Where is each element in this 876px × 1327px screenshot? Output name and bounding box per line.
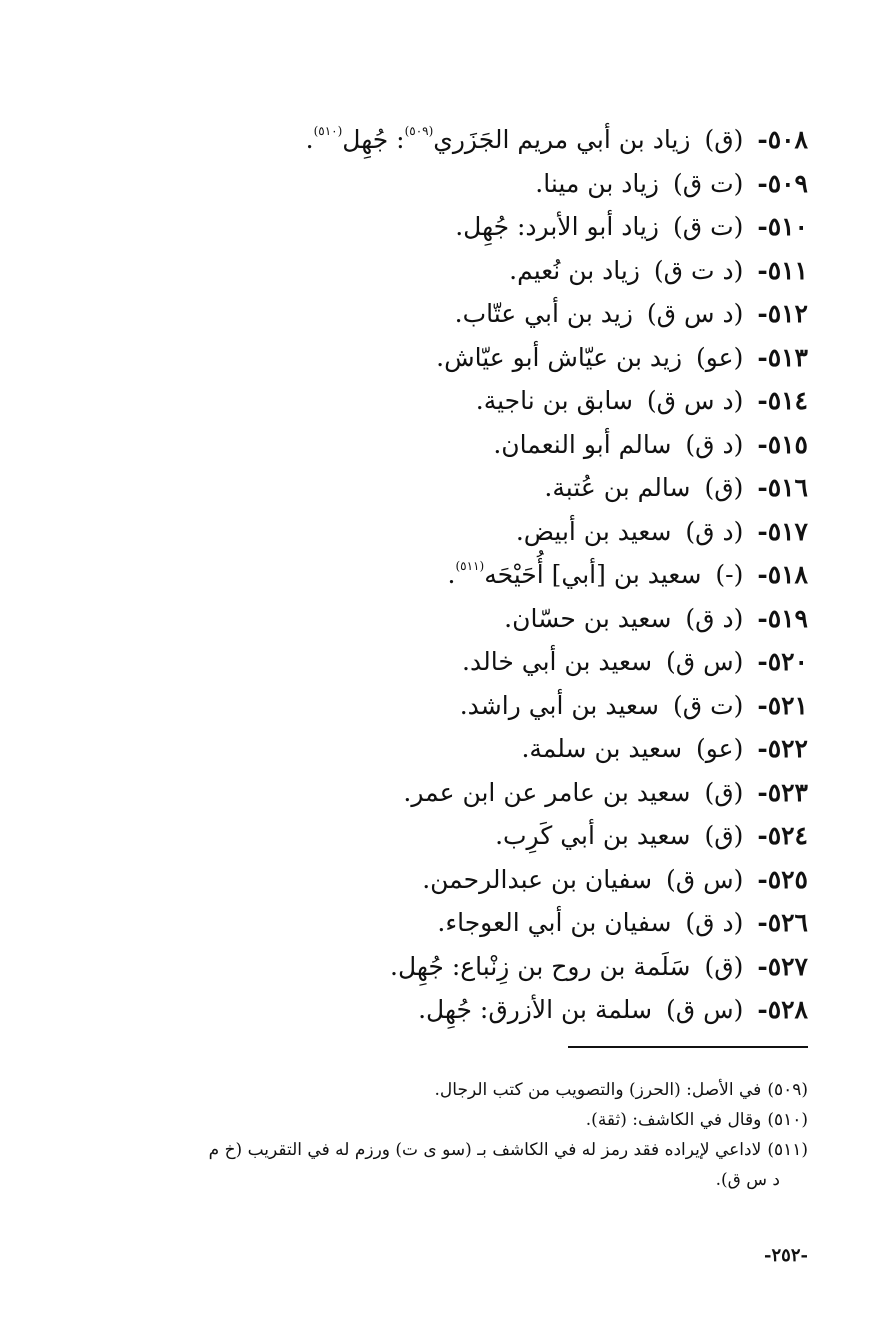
entry-symbols: (ق): [704, 951, 744, 981]
entry-name: زياد بن مينا: [543, 168, 660, 198]
narrator-list: [188, 118, 808, 1032]
entry-name: سعيد بن أبي خالد: [469, 647, 653, 676]
entry-symbols: (ت ق): [672, 212, 744, 241]
entry-end: .: [515, 516, 524, 546]
entry-name: سعيد بن [أبي] أُحَيْحَه: [484, 560, 702, 589]
entry-symbols: (د ق): [685, 908, 744, 937]
entry-name: سعيد بن سلمة: [529, 734, 683, 763]
entry-end: .: [509, 255, 518, 285]
entry-judgement: : جُهِل: [342, 125, 405, 154]
entry-number: ٥٢٢-: [757, 734, 808, 763]
footnote-ref: (٥١٠): [313, 124, 343, 138]
entry-end: .: [454, 299, 463, 328]
narrator-entry: [188, 640, 808, 684]
footnote-text: في الأصل: (الحرز) والتصويب من كتب الرجال.: [434, 1080, 762, 1100]
footnote-number: (٥١٠): [767, 1110, 808, 1130]
entry-symbols: (ق): [704, 125, 744, 154]
footnote-ref: (٥٠٩): [404, 124, 434, 138]
entry-name: سعيد بن حسّان: [512, 603, 672, 633]
entry-end: .: [493, 429, 502, 459]
narrator-entry: [188, 423, 808, 467]
entry-end: .: [504, 603, 513, 633]
entry-number: ٥١٥-: [757, 429, 808, 459]
narrator-entry: [188, 684, 808, 728]
narrator-entry: [188, 466, 808, 510]
entry-symbols: (ق): [704, 777, 744, 807]
footnote-text: لاداعي لإيراده فقد رمز له في الكاشف بـ (سو ى ت) ورزم له في التقريب (خ م: [208, 1140, 762, 1160]
narrator-entry: [188, 162, 808, 206]
entry-symbols: (د ق): [685, 429, 744, 459]
entry-number: ٥٢٥-: [757, 864, 808, 894]
entry-number: ٥٢٠-: [757, 647, 808, 676]
entry-number: ٥٠٩-: [757, 168, 808, 198]
entry-symbols: (د ق): [685, 516, 744, 546]
entry-symbols: (س ق): [665, 995, 744, 1024]
entry-number: ٥١٢-: [757, 299, 808, 328]
footnote-text: وقال في الكاشف: (ثقة).: [585, 1110, 762, 1130]
footnote-separator: [568, 1046, 808, 1048]
entry-symbols: (عو): [696, 734, 744, 763]
entry-number: ٥١٨-: [757, 560, 808, 589]
narrator-entry: [188, 292, 808, 336]
entry-name: زياد بن أبي مريم الجَزَري: [433, 125, 691, 154]
entry-symbols: (ق): [704, 473, 744, 502]
entry-number: ٥١٣-: [757, 342, 808, 372]
entry-number: ٥٠٨-: [757, 125, 808, 154]
entry-number: ٥١٠-: [757, 212, 808, 241]
narrator-entry: [188, 858, 808, 902]
narrator-entry: [188, 814, 808, 858]
entry-number: ٥١٧-: [757, 516, 808, 546]
entry-name: سابق بن ناجية: [483, 386, 633, 415]
entry-name: سعيد بن أبيض: [523, 516, 672, 546]
entry-number: ٥١٩-: [757, 603, 808, 633]
entry-end: .: [462, 647, 470, 676]
entry-symbols: (ق): [704, 821, 744, 850]
narrator-entry: [188, 336, 808, 380]
entry-name: سلمة بن الأزرق: [488, 995, 653, 1024]
entry-name: سعيد بن أبي راشد: [467, 690, 660, 720]
narrator-entry: [188, 553, 808, 597]
entry-symbols: (عو): [696, 342, 744, 372]
entry-number: ٥٢٣-: [757, 777, 808, 807]
entry-symbols: (ت ق): [672, 168, 744, 198]
entry-end: .: [521, 734, 530, 763]
entry-number: ٥١٦-: [757, 473, 808, 502]
narrator-entry: [188, 901, 808, 945]
footnote-number: (٥٠٩): [767, 1080, 808, 1100]
entry-name: سالم بن عُتبة: [552, 473, 691, 502]
entry-end: .: [455, 212, 464, 241]
page-number: -٢٥٢-: [764, 1245, 808, 1266]
entry-symbols: (د س ق): [646, 299, 744, 328]
entry-name: سعيد بن عامر عن ابن عمر: [411, 777, 691, 807]
entry-symbols: (ت ق): [672, 690, 744, 720]
entry-number: ٥٢٧-: [757, 951, 808, 981]
footnote: [108, 1105, 808, 1135]
entry-name: سفيان بن عبدالرحمن: [430, 864, 653, 894]
narrator-entry: [188, 510, 808, 554]
entry-symbols: (د ق): [685, 603, 744, 633]
narrator-entry: [188, 945, 808, 989]
footnote-number: (٥١١): [767, 1140, 808, 1160]
entry-number: ٥٢٦-: [757, 908, 808, 937]
narrator-entry: [188, 249, 808, 293]
footnote-ref: (٥١١): [455, 559, 485, 573]
entry-end: .: [305, 125, 314, 154]
entry-end: .: [390, 951, 398, 981]
entry-end: .: [459, 690, 468, 720]
entry-judgement: : جُهِل: [463, 212, 526, 241]
narrator-entry: [188, 597, 808, 641]
entry-symbols: (د س ق): [646, 386, 744, 415]
entry-end: .: [403, 777, 412, 807]
entry-name: زيد بن أبي عتّاب: [462, 299, 633, 328]
footnotes: [108, 1075, 808, 1195]
narrator-entry: [188, 988, 808, 1032]
entry-name: زياد بن نُعيم: [517, 255, 640, 285]
entry-name: سَلَمة بن روح بن زِنْباع: [460, 951, 691, 981]
footnote: [108, 1075, 808, 1105]
entry-number: ٥٢١-: [757, 690, 808, 720]
entry-symbols: (س ق): [665, 647, 744, 676]
entry-symbols: (د ت ق): [653, 255, 744, 285]
entry-name: سفيان بن أبي العوجاء: [445, 908, 672, 937]
entry-end: .: [437, 908, 446, 937]
entry-end: .: [422, 864, 431, 894]
narrator-entry: [188, 379, 808, 423]
entry-judgement: : جُهِل: [426, 995, 489, 1024]
narrator-entry: [188, 205, 808, 249]
entry-end: .: [436, 342, 445, 372]
entry-number: ٥١٤-: [757, 386, 808, 415]
entry-number: ٥١١-: [757, 255, 808, 285]
entry-symbols: (س ق): [665, 864, 744, 894]
entry-end: .: [447, 560, 456, 589]
narrator-entry: [188, 771, 808, 815]
narrator-entry: [188, 118, 808, 162]
entry-symbols: (-): [715, 560, 744, 589]
entry-name: سالم أبو النعمان: [501, 429, 672, 459]
entry-end: .: [418, 995, 427, 1024]
entry-end: .: [495, 821, 504, 850]
entry-number: ٥٢٤-: [757, 821, 808, 850]
entry-number: ٥٢٨-: [757, 995, 808, 1024]
entry-name: سعيد بن أبي كَرِب: [503, 821, 691, 850]
footnote: [108, 1135, 808, 1165]
entry-name: زياد أبو الأبرد: [525, 212, 660, 241]
entry-end: .: [544, 473, 553, 502]
entry-judgement: : جُهِل: [397, 951, 461, 981]
entry-end: .: [475, 386, 484, 415]
entry-end: .: [535, 168, 544, 198]
narrator-entry: [188, 727, 808, 771]
entry-name: زيد بن عيّاش أبو عيّاش: [444, 342, 683, 372]
footnote-continuation: د س ق).: [715, 1170, 780, 1190]
